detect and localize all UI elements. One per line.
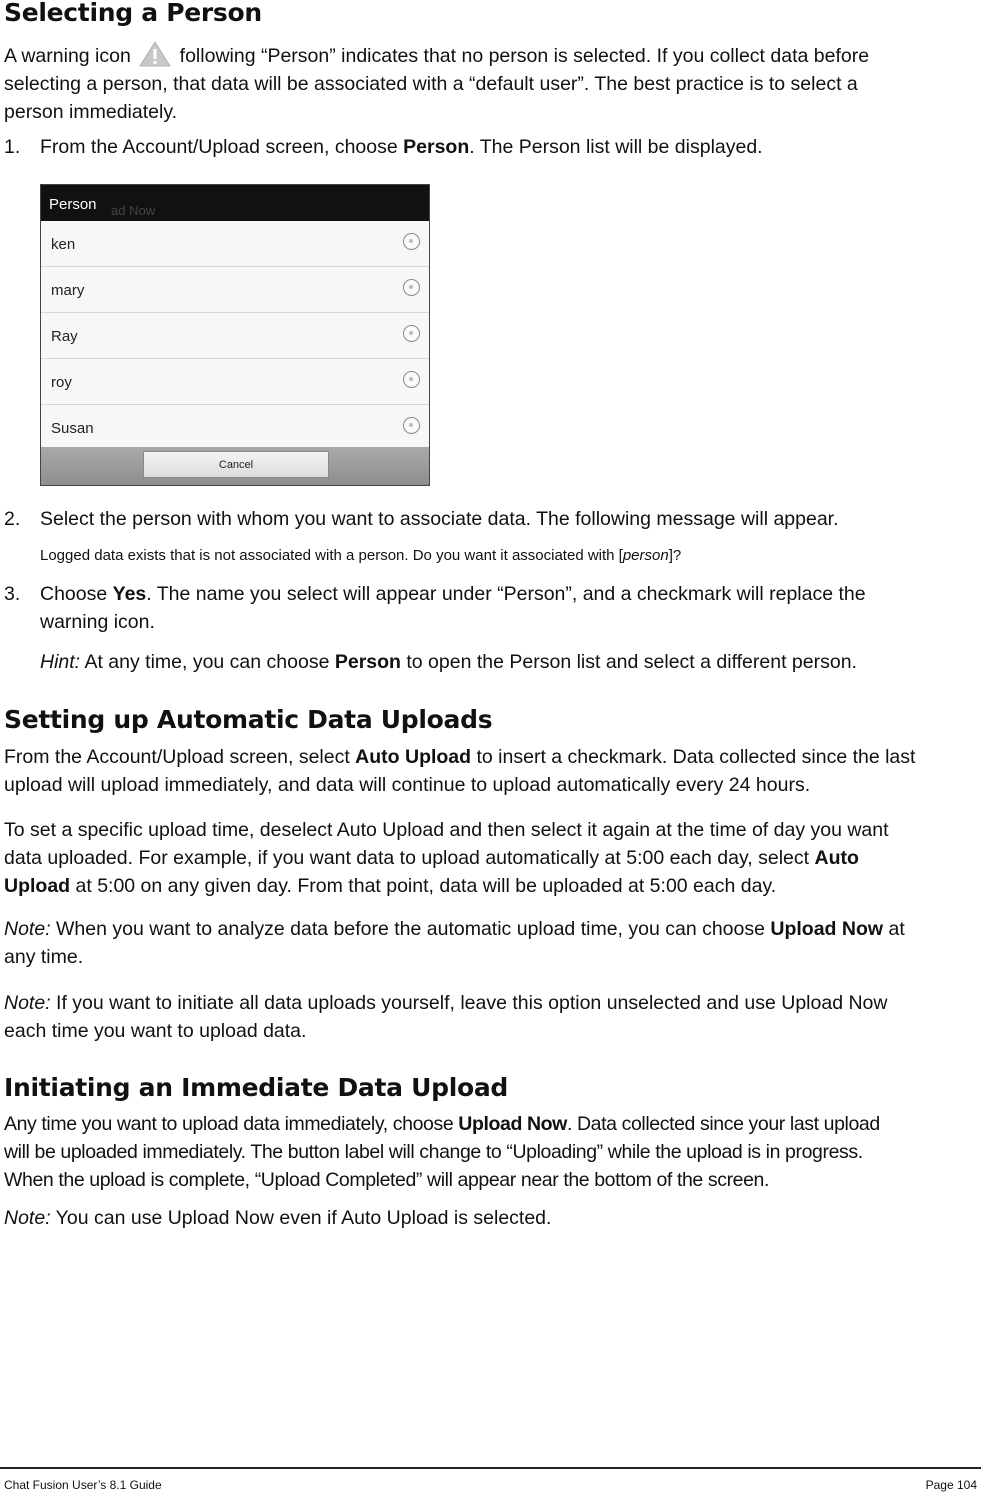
step-3: 3. Choose Yes. The name you select will appear under “Person”, and a checkmark will replace the warning icon.	[4, 583, 866, 633]
radio-button-icon[interactable]	[403, 371, 420, 388]
person-row[interactable]: ken	[41, 221, 429, 267]
note-manual-paragraph: Note: If you want to initiate all data uploads yourself, leave this option unselected and use Upload Now each time you want to upload data.	[4, 992, 888, 1042]
dialog-title: Person	[49, 196, 97, 213]
association-message: Logged data exists that is not associated with a person. Do you want it associated with [person]?	[40, 547, 682, 564]
person-row[interactable]: mary	[41, 267, 429, 313]
dialog-title-bar	[41, 185, 429, 221]
radio-button-icon[interactable]	[403, 325, 420, 342]
note-analyze-paragraph: Note: When you want to analyze data before the automatic upload time, you can choose Upload Now at any time.	[4, 918, 905, 968]
auto-upload-paragraph: From the Account/Upload screen, select Auto Upload to insert a checkmark. Data collected since the last upload will upload immediately, and data will continue to upload automatically every 24 hours.	[4, 746, 916, 796]
warning-triangle-icon	[138, 40, 172, 68]
dialog-button-bar	[41, 447, 429, 485]
step-2: 2. Select the person with whom you want to associate data. The following message will appear.	[4, 508, 839, 530]
section-heading-immediate-upload: Initiating an Immediate Data Upload	[4, 1073, 509, 1102]
footer-page-number: Page 104	[925, 1478, 977, 1492]
step-1: 1. From the Account/Upload screen, choose Person. The Person list will be displayed.	[4, 136, 763, 158]
dialog-ghost-text: ad Now	[111, 203, 156, 218]
upload-time-paragraph: To set a specific upload time, deselect Auto Upload and then select it again at the time of day you want data uploaded. For example, if you want data to upload automatically at 5:00 each day, select Auto Upload at 5:00 on any given day. From that point, data will be uploaded at 5:00 each day.	[4, 819, 889, 897]
person-row[interactable]: Ray	[41, 313, 429, 359]
note-auto-upload-paragraph: Note: You can use Upload Now even if Auto Upload is selected.	[4, 1207, 552, 1229]
section-heading-selecting-person: Selecting a Person	[4, 0, 262, 27]
immediate-upload-paragraph: Any time you want to upload data immediately, choose Upload Now. Data collected since your last upload will be uploaded immediately. The button label will change to “Uploading” while the upload is in progress. When the upload is complete, “Upload Completed” will appear near the bottom of the screen.	[4, 1113, 880, 1191]
person-row[interactable]: roy	[41, 359, 429, 405]
radio-button-icon[interactable]	[403, 233, 420, 250]
intro-paragraph: A warning icon following “Person” indicates that no person is selected. If you collect data before selecting a person, that data will be associated with a “default user”. The best practice is to select a person immediately.	[4, 40, 974, 126]
radio-button-icon[interactable]	[403, 417, 420, 434]
person-dialog-screenshot	[40, 184, 430, 486]
cancel-button[interactable]: Cancel	[143, 451, 329, 478]
person-list	[41, 221, 429, 451]
person-row[interactable]: Susan	[41, 405, 429, 451]
radio-button-icon[interactable]	[403, 279, 420, 296]
hint-paragraph: Hint: At any time, you can choose Person to open the Person list and select a different person.	[40, 651, 857, 673]
section-heading-auto-uploads: Setting up Automatic Data Uploads	[4, 705, 493, 734]
footer-guide-title: Chat Fusion User’s 8.1 Guide	[4, 1478, 162, 1492]
footer-divider	[0, 1467, 981, 1469]
